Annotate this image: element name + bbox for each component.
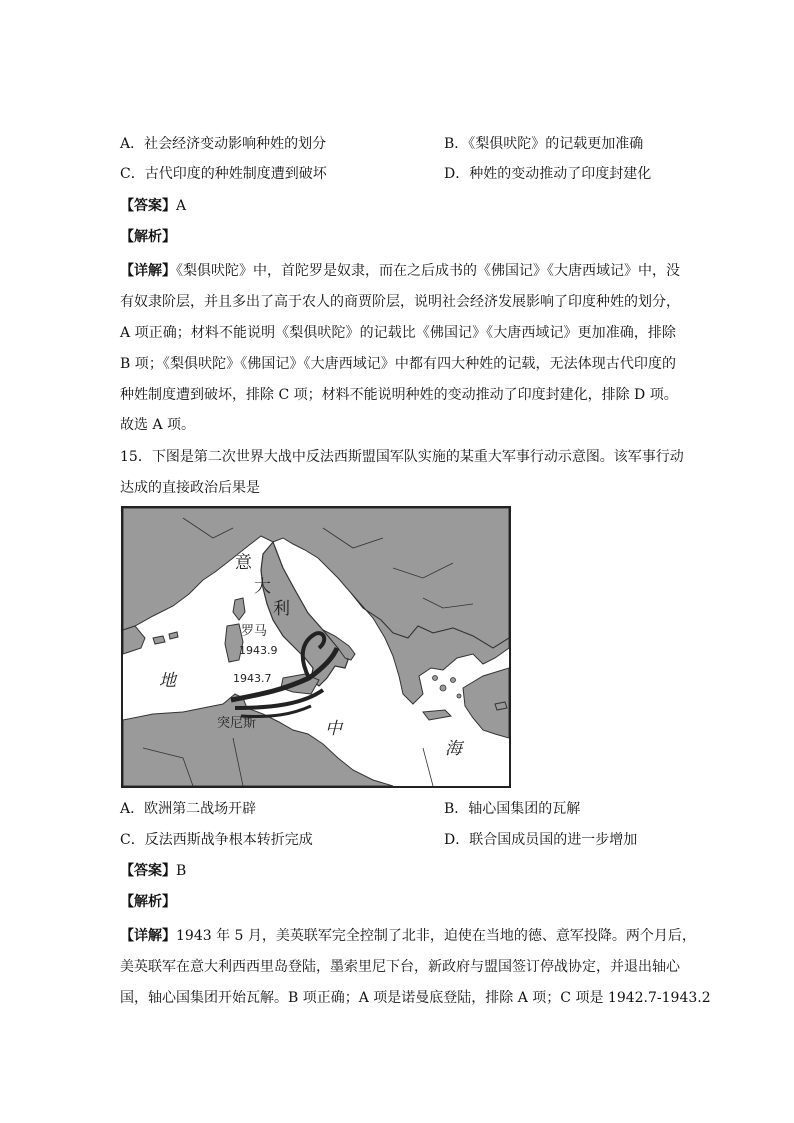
answer-value: B — [176, 863, 187, 879]
q15-stem-line-2: 达成的直接政治后果是 — [120, 480, 260, 496]
q14-option-c: C．古代印度的种姓制度遭到破坏 — [120, 166, 327, 182]
q14-option-a: A．社会经济变动影响种姓的划分 — [120, 136, 327, 152]
q15-detail-line-3: 国，轴心国集团开始瓦解。B 项正确；A 项是诺曼底登陆，排除 A 项；C 项是 1942.7-1943.2 — [120, 990, 711, 1006]
q15-option-c: C．反法西斯战争根本转折完成 — [120, 832, 313, 848]
map-label-date-1943-7: 1943.7 — [233, 672, 272, 685]
q14-analysis-label: 【解析】 — [120, 229, 176, 245]
q14-detail-line-6: 故选 A 项。 — [120, 417, 196, 433]
map-label-sea-2: 中 — [325, 719, 342, 739]
map-label-tunis: 突尼斯 — [217, 716, 257, 731]
map-label-italy-2: 大 — [254, 577, 271, 597]
q15-option-d: D．联合国成员国的进一步增加 — [444, 832, 638, 848]
q15-answer — [120, 862, 186, 880]
q15-option-a: A．欧洲第二战场开辟 — [120, 801, 257, 817]
mediterranean-map — [121, 506, 511, 788]
q15-detail-line-2: 美英联军在意大利西西里岛登陆，墨索里尼下台，新政府与盟国签订停战协定，并退出轴心 — [120, 959, 680, 975]
map-label-rome: 罗马 — [241, 624, 268, 639]
q15-option-b: B．轴心国集团的瓦解 — [444, 801, 581, 817]
answer-label: 【答案】 — [120, 198, 176, 214]
detail-text: 《梨俱吠陀》中，首陀罗是奴隶，而在之后成书的《佛国记》《大唐西域记》中，没 — [176, 263, 680, 279]
q14-detail-line-2: 有奴隶阶层，并且多出了高于农人的商贾阶层，说明社会经济发展影响了印度种姓的划分， — [120, 294, 680, 310]
q14-detail-line-3: A 项正确；材料不能说明《梨俱吠陀》的记载比《佛国记》《大唐西域记》更加准确，排除 — [120, 325, 676, 341]
answer-label: 【答案】 — [120, 863, 176, 879]
q14-answer — [120, 197, 186, 215]
map-label-italy-3: 利 — [273, 599, 290, 619]
map-label-date-1943-9: 1943.9 — [239, 644, 278, 657]
map-label-sea-3: 海 — [445, 739, 462, 759]
q14-detail-line-4: B 项；《梨俱吠陀》《佛国记》《大唐西域记》中都有四大种姓的记载，无法体现古代印度的 — [120, 356, 676, 372]
map-label-italy-1: 意 — [235, 553, 252, 573]
q15-detail-line-1 — [120, 927, 696, 945]
q14-option-b: B．《梨俱吠陀》的记载更加准确 — [444, 136, 644, 152]
detail-label: 【详解】 — [120, 263, 176, 279]
detail-label: 【详解】 — [120, 928, 176, 944]
q15-stem-line-1: 15．下图是第二次世界大战中反法西斯盟国军队实施的某重大军事行动示意图。该军事行动 — [120, 449, 684, 465]
q15-analysis-label: 【解析】 — [120, 894, 176, 910]
q14-detail-line-1 — [120, 262, 680, 280]
q14-option-d: D．种姓的变动推动了印度封建化 — [444, 166, 652, 182]
detail-text: 1943 年 5 月，美英联军完全控制了北非，迫使在当地的德、意军投降。两个月后， — [176, 928, 696, 944]
answer-value: A — [176, 198, 187, 214]
map-label-sea-1: 地 — [159, 671, 176, 691]
q14-detail-line-5: 种姓制度遭到破坏，排除 C 项；材料不能说明种姓的变动推动了印度封建化，排除 D 项。 — [120, 387, 678, 403]
